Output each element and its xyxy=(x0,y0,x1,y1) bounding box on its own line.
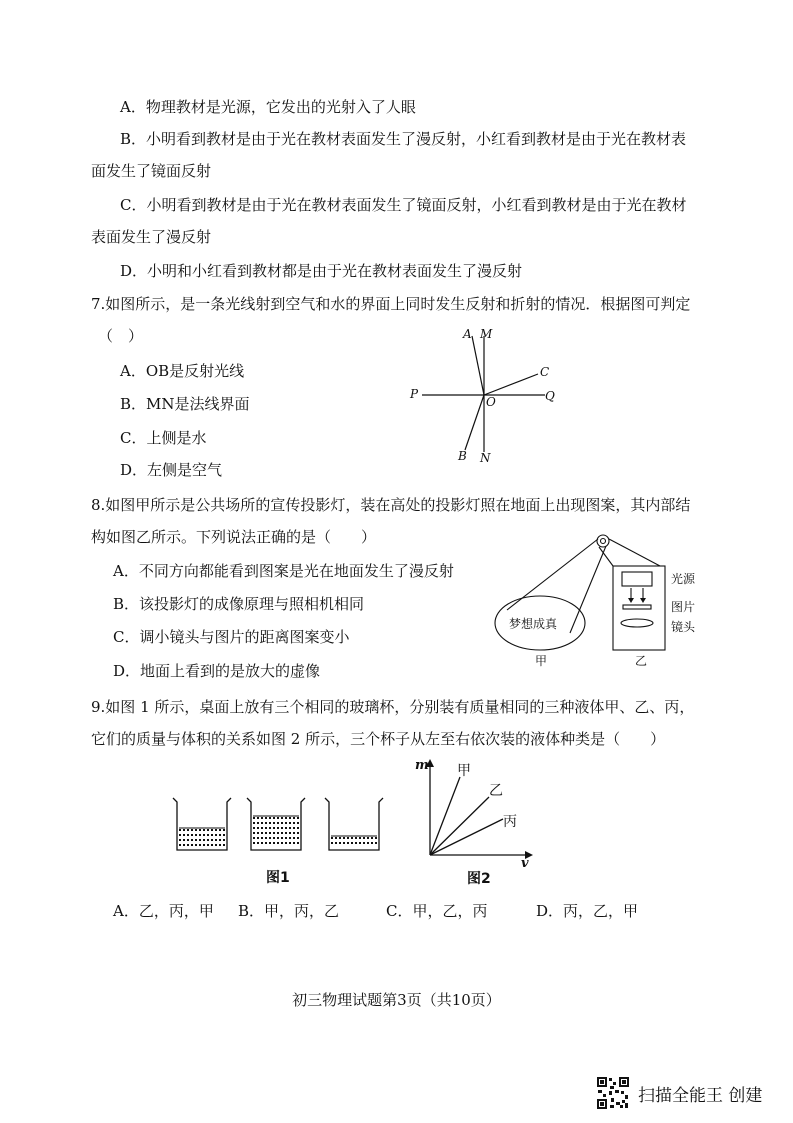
series-jia: 甲 xyxy=(457,763,471,779)
label-jia: 甲 xyxy=(535,654,548,668)
q6-option-a: A．物理教材是光源，它发出的光射入了人眼 xyxy=(120,98,416,116)
q8-stem-line1: 8.如图甲所示是公共场所的宣传投影灯，装在高处的投影灯照在地面上出现图案，其内部结 xyxy=(91,496,691,514)
beam-right xyxy=(570,546,606,633)
projector-interior-box xyxy=(613,566,665,650)
glass-left xyxy=(173,798,231,850)
q9-stem-line1: 9.如图 1 所示，桌面上放有三个相同的玻璃杯，分别装有质量相同的三种液体甲、乙、丙， xyxy=(91,698,695,716)
line-bing xyxy=(430,819,503,855)
glass-right xyxy=(325,798,383,850)
series-bing: 丙 xyxy=(503,814,517,830)
line-yi xyxy=(430,797,489,855)
q9-stem-line2: 它们的质量与体积的关系如图 2 所示，三个杯子从左至右依次装的液体种类是（ ） xyxy=(91,730,666,748)
q7-option-b: B．MN是法线界面 xyxy=(120,395,250,413)
page-footer: 初三物理试题第3页（共10页） xyxy=(292,991,501,1009)
q9-option-b: B．甲，丙，乙 xyxy=(238,902,340,920)
projector-lamp xyxy=(597,535,609,547)
q7-option-d: D．左侧是空气 xyxy=(120,461,223,479)
q6-option-d: D．小明和小红看到教材都是由于光在教材表面发生了漫反射 xyxy=(120,262,523,280)
scanner-watermark xyxy=(596,1075,762,1111)
label-b: B xyxy=(458,449,467,463)
picture-slide xyxy=(623,605,651,609)
q7-light-ray-diagram xyxy=(400,322,570,467)
q9-option-c: C．甲，乙，丙 xyxy=(386,902,488,920)
label-a: A xyxy=(463,327,472,341)
pattern-text: 梦想成真 xyxy=(509,617,558,631)
qr-code-icon xyxy=(596,1076,630,1110)
q8-option-d: D．地面上看到的是放大的虚像 xyxy=(113,662,321,680)
watermark-text: 扫描全能王 创建 xyxy=(638,1085,763,1106)
fig2-caption: 图2 xyxy=(467,871,491,887)
q9-option-a: A．乙，丙，甲 xyxy=(113,902,214,920)
q9-figure2-mass-volume-graph xyxy=(405,755,540,890)
q7-option-c: C．上侧是水 xyxy=(120,429,207,447)
series-yi: 乙 xyxy=(489,783,503,799)
q8-option-c: C．调小镜头与图片的距离图案变小 xyxy=(113,628,350,646)
q8-stem-line2: 构如图乙所示。下列说法正确的是（ ） xyxy=(91,528,377,546)
lens xyxy=(621,619,653,627)
ray-ob xyxy=(465,395,484,450)
q6-option-c-line1: C．小明看到教材是由于光在教材表面发生了镜面反射，小红看到教材是由于光在教材 xyxy=(120,196,687,214)
glass-middle xyxy=(247,798,305,850)
label-light-source: 光源 xyxy=(671,572,696,586)
q9-figure1-glasses xyxy=(165,790,395,890)
q8-projector-diagram xyxy=(485,525,705,670)
q7-option-a: A．OB是反射光线 xyxy=(120,362,245,380)
label-q: Q xyxy=(545,389,555,403)
q7-answer-paren: （ ） xyxy=(98,327,144,345)
q6-option-c-line2: 表面发生了漫反射 xyxy=(91,228,212,246)
ray-ao xyxy=(472,336,484,395)
label-yi: 乙 xyxy=(635,654,648,668)
label-picture: 图片 xyxy=(671,600,696,614)
label-p: P xyxy=(410,387,419,401)
q6-option-b-line1: B．小明看到教材是由于光在教材表面发生了漫反射，小红看到教材是由于光在教材表 xyxy=(120,130,687,148)
q7-stem: 7.如图所示，是一条光线射到空气和水的界面上同时发生反射和折射的情况．根据图可判定 xyxy=(91,295,691,313)
q6-option-b-line2: 面发生了镜面反射 xyxy=(91,162,212,180)
q8-option-b: B．该投影灯的成像原理与照相机相同 xyxy=(113,595,365,613)
label-c: C xyxy=(540,365,550,379)
label-o: O xyxy=(486,395,496,409)
label-lens: 镜头 xyxy=(671,620,696,634)
q9-option-d: D．丙，乙，甲 xyxy=(536,902,639,920)
light-source-box xyxy=(622,572,652,586)
label-n: N xyxy=(480,451,491,465)
q8-option-a: A．不同方向都能看到图案是光在地面发生了漫反射 xyxy=(113,562,454,580)
ray-oc xyxy=(484,374,538,395)
fig1-caption: 图1 xyxy=(266,870,290,886)
axis-label-v: v xyxy=(521,856,529,871)
label-m: M xyxy=(480,327,493,341)
line-jia xyxy=(430,777,460,855)
axis-label-m: m xyxy=(415,758,429,773)
